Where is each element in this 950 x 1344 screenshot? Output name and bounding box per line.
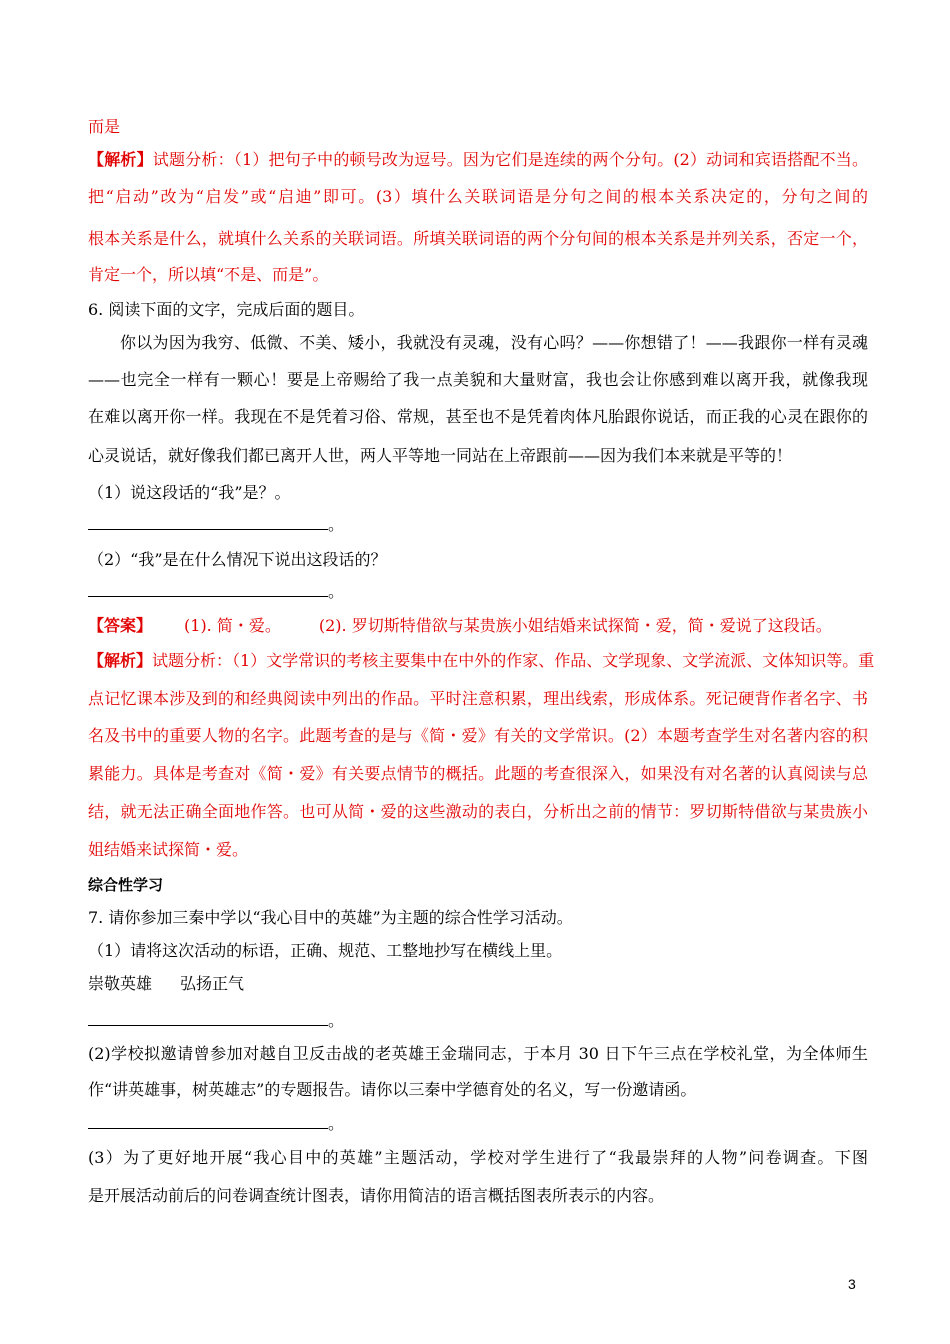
passage-line-1: 你以为因为我穷、低微、不美、矮小，我就没有灵魂，没有心吗？——你想错了！——我跟你一样有灵魂 [120, 333, 868, 352]
analysis-5-line-3: 根本关系是什么，就填什么关系的关联词语。所填关联词语的两个分句间的根本关系是并列关系，否定一个， [88, 229, 868, 248]
analysis-6-line-5: 结，就无法正确全面地作答。也可从简・爱的这些激动的表白，分析出之前的情节：罗切斯特借欲与某贵族小 [88, 802, 868, 821]
question-7-prompt: 7. 请你参加三秦中学以“我心目中的英雄”为主题的综合性学习活动。 [88, 908, 573, 927]
answer-tag: 【答案】 [88, 616, 153, 635]
answer-1: (1). 简・爱。 [184, 616, 281, 635]
passage-line-2: ——也完全一样有一颗心！要是上帝赐给了我一点美貌和大量财富，我也会让你感到难以离开我，就像我现 [88, 370, 868, 389]
question-7-sub-3-line-2: 是开展活动前后的问卷调查统计图表，请你用简洁的语言概括图表所表示的内容。 [88, 1186, 665, 1205]
question-7-sub-1: （1）请将这次活动的标语，正确、规范、工整地抄写在横线上里。 [88, 941, 563, 960]
passage-line-4: 心灵说话，就好像我们都已离开人世，两人平等地一同站在上帝跟前——因为我们本来就是平等的！ [88, 446, 793, 465]
analysis-6-line-6: 姐结婚来试探简・爱。 [88, 840, 249, 859]
question-6-prompt: 6. 阅读下面的文字，完成后面的题目。 [88, 300, 365, 319]
analysis-6-line-2: 点记忆课本涉及到的和经典阅读中列出的作品。平时注意积累，理出线索，形成体系。死记硬背作者名字、书 [88, 689, 868, 708]
question-6-sub-1: （1）说这段话的“我”是？。 [88, 483, 291, 502]
analysis-5-line-1: 【解析】试题分析：（1）把句子中的顿号改为逗号。因为它们是连续的两个分句。(2）动词和宾语搭配不当。 [88, 150, 868, 169]
question-6-sub-2: （2）“我”是在什么情况下说出这段话的？ [88, 550, 387, 569]
analysis-6-line-1: 【解析】试题分析：（1）文学常识的考核主要集中在中外的作家、作品、文学现象、文学流派、文体知识等。重 [88, 651, 875, 670]
analysis-6-line-4: 累能力。具体是考查对《简・爱》有关要点情节的概括。此题的考查很深入，如果没有对名著的认真阅读与总 [88, 764, 868, 783]
question-7-sub-2-line-2: 作“讲英雄事，树英雄志”的专题报告。请你以三秦中学德育处的名义，写一份邀请函。 [88, 1080, 697, 1099]
answer-blank-7-1[interactable]: 。 [88, 1011, 344, 1031]
slogan [88, 974, 868, 994]
answer-line [88, 616, 868, 636]
question-7-sub-2-line-1: (2)学校拟邀请曾参加对越自卫反击战的老英雄王金瑞同志，于本月 30 日下午三点在学校礼堂，为全体师生 [88, 1044, 868, 1063]
passage-line-3: 在难以离开你一样。我现在不是凭着习俗、常规，甚至也不是凭着肉体凡胎跟你说话，而正我的心灵在跟你的 [88, 407, 868, 426]
analysis-6-tag: 【解析】 [88, 651, 153, 670]
question-7-sub-3-line-1: (3）为了更好地开展“我心目中的英雄”主题活动，学校对学生进行了“我最崇拜的人物”问卷调查。下图 [88, 1148, 868, 1167]
section-title: 综合性学习 [88, 876, 164, 894]
answer-blank-6-1[interactable]: 。 [88, 515, 344, 535]
analysis-5-line-4: 肯定一个，所以填“不是、而是”。 [88, 265, 329, 284]
analysis-tag: 【解析】 [88, 150, 153, 169]
answer-2: (2). 罗切斯特借欲与某贵族小姐结婚来试探简・爱，简・爱说了这段话。 [318, 616, 832, 635]
slogan-a: 崇敬英雄 [88, 974, 153, 993]
answer-blank-6-2[interactable]: 。 [88, 582, 344, 602]
slogan-b: 弘扬正气 [180, 974, 245, 993]
answer-blank-7-2[interactable]: 。 [88, 1114, 344, 1134]
analysis-5-line-2: 把“启动”改为“启发”或“启迪”即可。(3）填什么关联词语是分句之间的根本关系决定的，分句之间的 [88, 187, 868, 206]
previous-answer-tail: 而是 [88, 117, 121, 136]
page-number: 3 [848, 1276, 856, 1292]
analysis-6-line-3: 名及书中的重要人物的名字。此题考查的是与《简・爱》有关的文学常识。(2）本题考查学生对名著内容的积 [88, 726, 868, 745]
